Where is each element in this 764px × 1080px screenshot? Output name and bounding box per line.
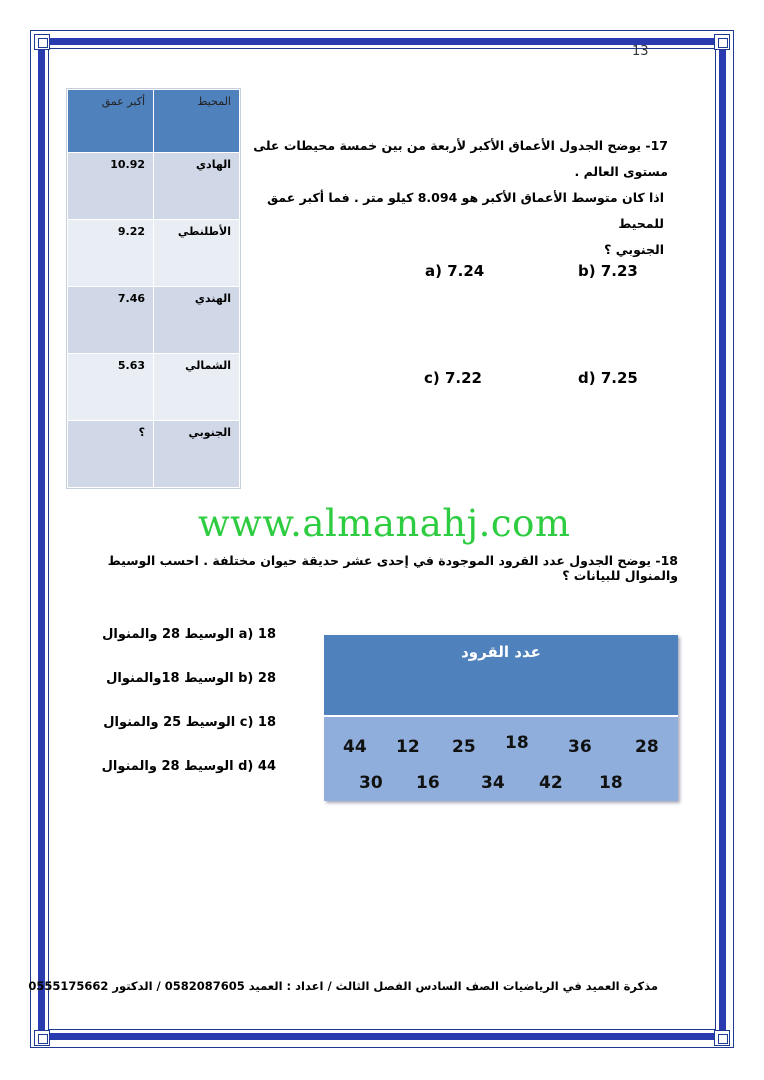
monkeys-title: عدد القرود — [461, 643, 541, 661]
q17-option-c: c) 7.22 — [424, 369, 482, 387]
question-17-line-2: اذا كان متوسط الأعماق الأكبر هو 8.094 كيلو متر . فما أكبر عمق للمحيط — [267, 190, 664, 231]
monkey-count-value: 34 — [481, 773, 505, 793]
frame-corner-ornament — [714, 34, 730, 50]
frame-corner-ornament — [34, 34, 50, 50]
ocean-cell: الجنوبي — [154, 421, 240, 488]
depth-cell: ؟ — [68, 421, 154, 488]
monkey-count-value: 18 — [599, 773, 623, 793]
depth-cell: 5.63 — [68, 354, 154, 421]
monkeys-table — [324, 635, 678, 801]
ocean-cell: الشمالي — [154, 354, 240, 421]
ocean-cell: الأطلنطي — [154, 220, 240, 287]
monkey-count-value: 28 — [635, 737, 659, 757]
depth-cell: 9.22 — [68, 220, 154, 287]
monkey-count-value: 30 — [359, 773, 383, 793]
monkey-count-value: 25 — [452, 737, 476, 757]
monkey-count-value: 44 — [343, 737, 367, 757]
monkey-count-value: 42 — [539, 773, 563, 793]
watermark: www.almanahj.com — [198, 502, 571, 545]
table-header-row — [68, 90, 240, 153]
q18-option-c: c) 18 الوسيط 25 والمنوال — [103, 715, 276, 730]
frame-corner-ornament — [34, 1030, 50, 1046]
monkey-count-value: 16 — [416, 773, 440, 793]
page-footer: مذكرة العميد في الرياضيات الصف السادس الفصل الثالث / اعداد : العميد 0582087605 / الدكتور 0555175662 — [28, 979, 658, 993]
monkey-count-value: 12 — [396, 737, 420, 757]
depth-cell: 7.46 — [68, 287, 154, 354]
table-row — [68, 354, 240, 421]
monkeys-divider — [324, 715, 678, 717]
q17-option-b: b) 7.23 — [578, 262, 638, 280]
question-17-line-1: 17- يوضح الجدول الأعماق الأكبر لأربعة من بين خمسة محيطات على مستوى العالم . — [253, 138, 668, 179]
header-ocean: المحيط — [154, 90, 240, 153]
q18-option-d: d) 44 الوسيط 28 والمنوال — [101, 759, 276, 774]
question-18: 18- يوضح الجدول عدد القرود الموجودة في إحدى عشر حديقة حيوان مختلفة . احسب الوسيط والمنوال للبيانات ؟ — [107, 553, 678, 583]
ocean-cell: الهادي — [154, 153, 240, 220]
header-depth: أكبر عمق — [68, 90, 154, 153]
monkey-count-value: 36 — [568, 737, 592, 757]
monkey-count-value: 18 — [505, 733, 529, 753]
question-17 — [248, 133, 668, 263]
q17-option-a: a) 7.24 — [425, 262, 485, 280]
q18-option-b: b) 28 الوسيط 18والمنوال — [106, 671, 276, 686]
table-row — [68, 421, 240, 488]
depth-cell: 10.92 — [68, 153, 154, 220]
table-row — [68, 153, 240, 220]
ocean-cell: الهندي — [154, 287, 240, 354]
q18-option-a: a) 18 الوسيط 28 والمنوال — [102, 627, 276, 642]
table-row — [68, 287, 240, 354]
page-number: 13 — [632, 44, 649, 59]
ocean-depths-table — [67, 89, 240, 488]
table-row — [68, 220, 240, 287]
frame-corner-ornament — [714, 1030, 730, 1046]
question-17-line-3: الجنوبي ؟ — [604, 242, 664, 257]
q17-option-d: d) 7.25 — [578, 369, 638, 387]
